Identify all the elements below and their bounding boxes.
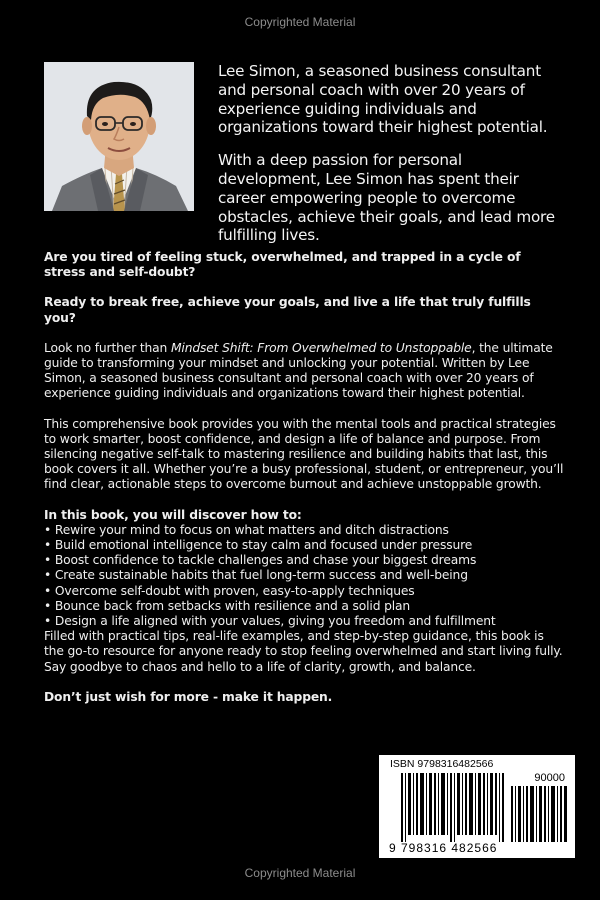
author-photo: [44, 62, 194, 211]
benefit-item: • Create sustainable habits that fuel long-term success and well-being: [44, 568, 564, 583]
benefit-item: • Build emotional intelligence to stay calm and focused under pressure: [44, 538, 564, 553]
description-paragraph: This comprehensive book provides you with the mental tools and practical strategies to work smarter, boost confidence, and design a life of balance and purpose. From silencing negative self-talk to mastering resilience and building habits that last, this book covers it all. Whether you’re a busy professional, student, or entrepreneur, you’ll find clear, actionable steps to overcome burnout and achieve unstoppable growth.: [44, 416, 564, 492]
author-bio-paragraph-1: Lee Simon, a seasoned business consultant and personal coach with over 20 years of experience guiding individuals and organizations toward their highest potential.: [218, 62, 548, 137]
list-heading: In this book, you will discover how to:: [44, 507, 302, 522]
intro-paragraph: [44, 341, 564, 402]
barcode-bars-icon: [401, 773, 505, 842]
benefit-item: • Overcome self-doubt with proven, easy-to-apply techniques: [44, 584, 564, 599]
copyright-watermark-bottom: Copyrighted Material: [244, 866, 356, 880]
benefits-list: [44, 523, 564, 629]
call-to-action: Don’t just wish for more - make it happen.: [44, 689, 333, 704]
author-bio-paragraph-2: With a deep passion for personal development, Lee Simon has spent their career empowering people to overcome obstacles, achieve their goals, and lead more fulfilling lives.: [218, 151, 555, 245]
closing-paragraph: Filled with practical tips, real-life examples, and step-by-step guidance, this book is the go-to resource for anyone ready to stop feeling overwhelmed and start living fully. Say goodbye to chaos and hello to a life of clarity, growth, and balance.: [44, 629, 563, 674]
author-bio: [218, 62, 563, 245]
question-2: Ready to break free, achieve your goals, and live a life that truly fulfills you?: [44, 295, 531, 325]
book-title: Mindset Shift: From Overwhelmed to Unstoppable: [170, 340, 472, 355]
copyright-watermark-top: Copyrighted Material: [244, 15, 356, 29]
benefit-item: • Design a life aligned with your values, giving you freedom and fulfillment: [44, 614, 564, 629]
isbn-barcode: [379, 755, 575, 858]
price-code: 90000: [534, 772, 565, 784]
intro-text-before-title: Look no further than: [44, 340, 171, 355]
benefit-item: • Bounce back from setbacks with resilience and a solid plan: [44, 599, 564, 614]
question-1: Are you tired of feeling stuck, overwhelmed, and trapped in a cycle of stress and self-doubt?: [44, 250, 521, 280]
benefit-item: • Boost confidence to tackle challenges and chase your biggest dreams: [44, 553, 564, 568]
isbn-digits: 9 798316 482566: [389, 841, 498, 855]
price-barcode-bars-icon: [511, 786, 569, 842]
isbn-label: ISBN 9798316482566: [390, 758, 494, 770]
book-description: [44, 250, 564, 705]
intro-text-after-title: , the ultimate guide to transforming your mindset and unlocking your potential. Written by Lee Simon, a seasoned business consultant and personal coach with over 20 years of experience guiding individuals and organizations toward their highest potential.: [44, 340, 553, 401]
benefit-item: • Rewire your mind to focus on what matters and ditch distractions: [44, 523, 564, 538]
